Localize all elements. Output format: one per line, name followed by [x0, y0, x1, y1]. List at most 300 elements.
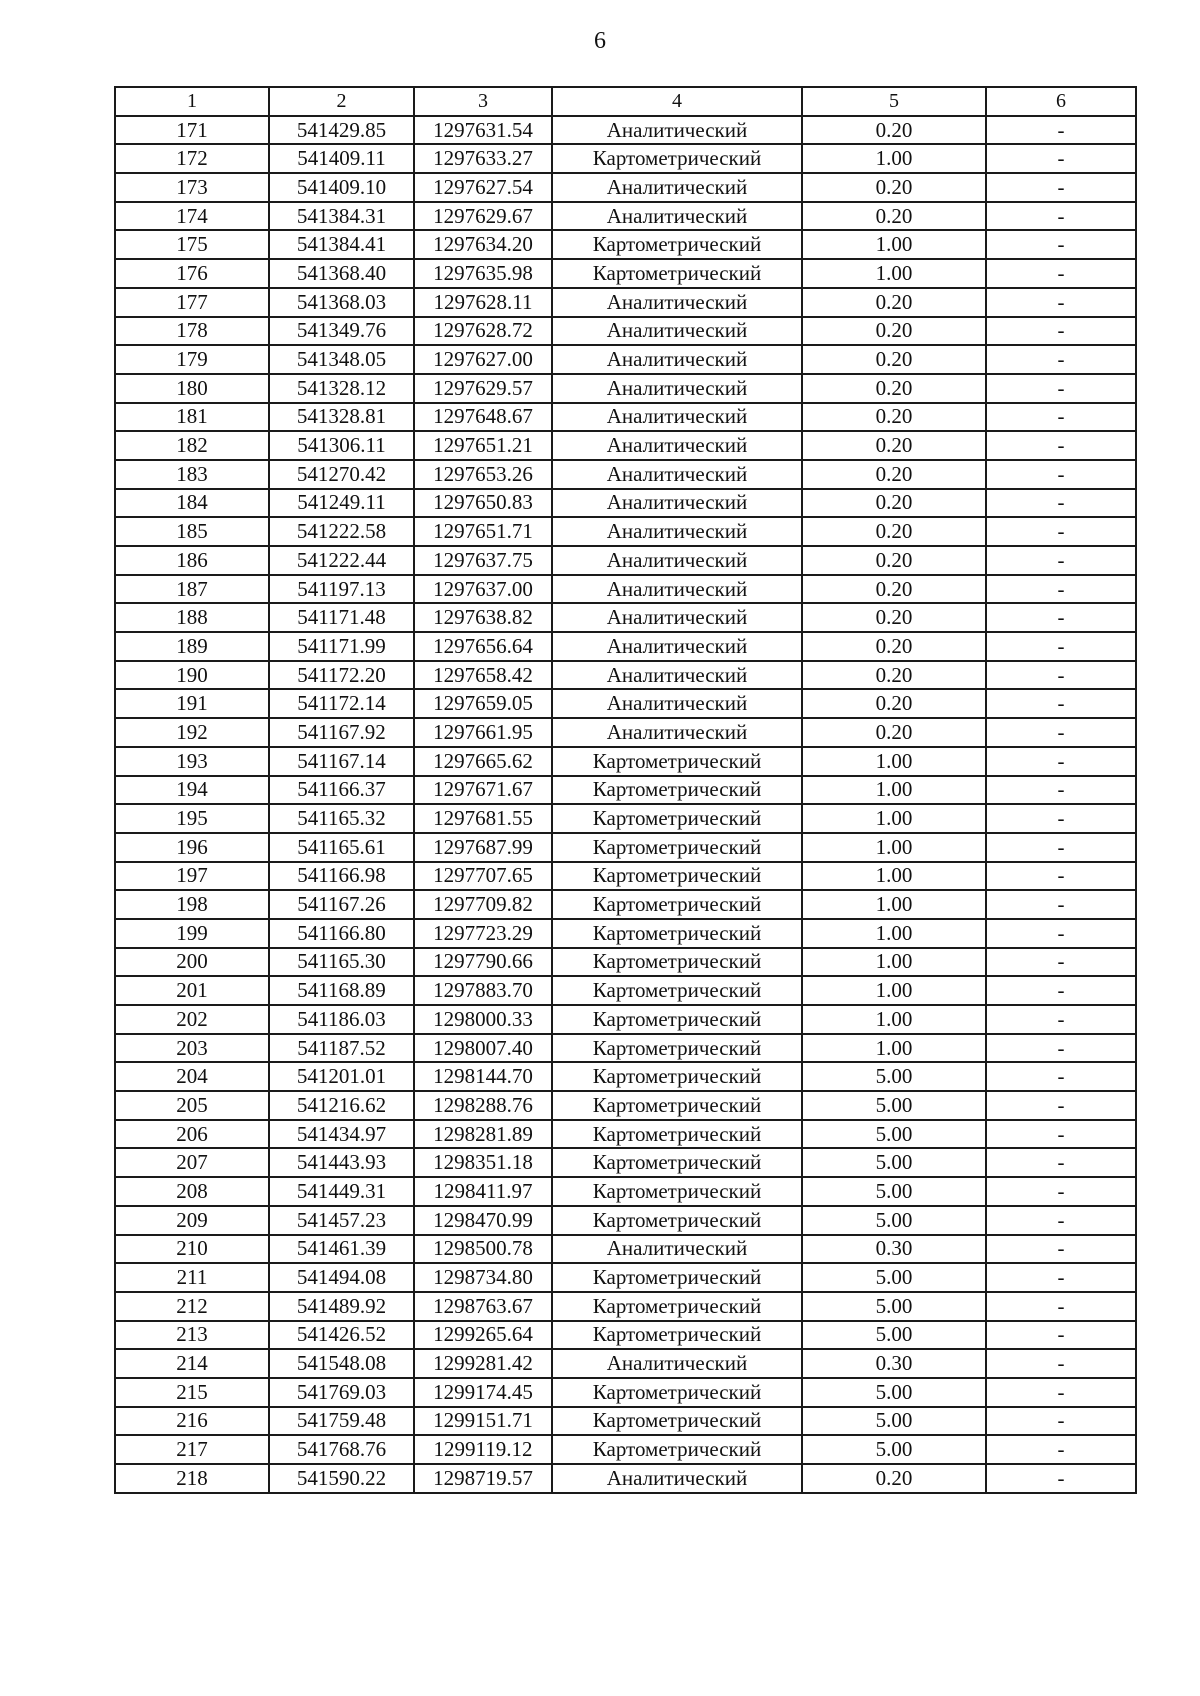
accuracy-cell: 1.00	[802, 862, 986, 891]
description-cell: -	[986, 804, 1136, 833]
y-coordinate-cell: 1299119.12	[414, 1435, 552, 1464]
description-cell: -	[986, 1120, 1136, 1149]
description-cell: -	[986, 1062, 1136, 1091]
column-header-3: 3	[414, 87, 552, 116]
point-number-cell: 200	[115, 948, 269, 977]
description-cell: -	[986, 862, 1136, 891]
table-row	[115, 116, 1136, 145]
column-header-6: 6	[986, 87, 1136, 116]
method-cell: Аналитический	[552, 575, 802, 604]
y-coordinate-cell: 1297627.54	[414, 173, 552, 202]
x-coordinate-cell: 541201.01	[269, 1062, 414, 1091]
y-coordinate-cell: 1297661.95	[414, 718, 552, 747]
y-coordinate-cell: 1298000.33	[414, 1005, 552, 1034]
point-number-cell: 176	[115, 259, 269, 288]
x-coordinate-cell: 541443.93	[269, 1148, 414, 1177]
point-number-cell: 182	[115, 431, 269, 460]
accuracy-cell: 0.20	[802, 603, 986, 632]
x-coordinate-cell: 541270.42	[269, 460, 414, 489]
accuracy-cell: 0.20	[802, 431, 986, 460]
x-coordinate-cell: 541384.31	[269, 202, 414, 231]
method-cell: Аналитический	[552, 1349, 802, 1378]
accuracy-cell: 5.00	[802, 1091, 986, 1120]
point-number-cell: 180	[115, 374, 269, 403]
method-cell: Картометрический	[552, 1206, 802, 1235]
accuracy-cell: 0.20	[802, 202, 986, 231]
y-coordinate-cell: 1297671.67	[414, 776, 552, 805]
method-cell: Картометрический	[552, 1378, 802, 1407]
table-row	[115, 173, 1136, 202]
accuracy-cell: 0.20	[802, 546, 986, 575]
point-number-cell: 207	[115, 1148, 269, 1177]
method-cell: Картометрический	[552, 1034, 802, 1063]
x-coordinate-cell: 541759.48	[269, 1407, 414, 1436]
accuracy-cell: 1.00	[802, 833, 986, 862]
description-cell: -	[986, 718, 1136, 747]
point-number-cell: 189	[115, 632, 269, 661]
point-number-cell: 187	[115, 575, 269, 604]
page-number: 6	[594, 28, 606, 54]
accuracy-cell: 5.00	[802, 1292, 986, 1321]
description-cell: -	[986, 460, 1136, 489]
method-cell: Аналитический	[552, 1235, 802, 1264]
x-coordinate-cell: 541187.52	[269, 1034, 414, 1063]
table-row	[115, 603, 1136, 632]
point-number-cell: 177	[115, 288, 269, 317]
description-cell: -	[986, 202, 1136, 231]
point-number-cell: 193	[115, 747, 269, 776]
table-body	[115, 116, 1136, 1493]
point-number-cell: 184	[115, 489, 269, 518]
y-coordinate-cell: 1297658.42	[414, 661, 552, 690]
table-row	[115, 575, 1136, 604]
description-cell: -	[986, 116, 1136, 145]
x-coordinate-cell: 541348.05	[269, 345, 414, 374]
accuracy-cell: 0.20	[802, 374, 986, 403]
description-cell: -	[986, 919, 1136, 948]
point-number-cell: 186	[115, 546, 269, 575]
description-cell: -	[986, 546, 1136, 575]
method-cell: Аналитический	[552, 546, 802, 575]
accuracy-cell: 0.30	[802, 1235, 986, 1264]
table-row	[115, 919, 1136, 948]
x-coordinate-cell: 541409.11	[269, 144, 414, 173]
description-cell: -	[986, 403, 1136, 432]
accuracy-cell: 5.00	[802, 1148, 986, 1177]
method-cell: Аналитический	[552, 689, 802, 718]
table-row	[115, 431, 1136, 460]
description-cell: -	[986, 689, 1136, 718]
point-number-cell: 199	[115, 919, 269, 948]
y-coordinate-cell: 1298288.76	[414, 1091, 552, 1120]
x-coordinate-cell: 541165.61	[269, 833, 414, 862]
table-row	[115, 517, 1136, 546]
method-cell: Картометрический	[552, 919, 802, 948]
x-coordinate-cell: 541494.08	[269, 1263, 414, 1292]
method-cell: Картометрический	[552, 862, 802, 891]
method-cell: Аналитический	[552, 661, 802, 690]
accuracy-cell: 0.20	[802, 345, 986, 374]
method-cell: Картометрический	[552, 1407, 802, 1436]
description-cell: -	[986, 1292, 1136, 1321]
point-number-cell: 178	[115, 317, 269, 346]
y-coordinate-cell: 1298734.80	[414, 1263, 552, 1292]
point-number-cell: 216	[115, 1407, 269, 1436]
accuracy-cell: 1.00	[802, 230, 986, 259]
table-row	[115, 1464, 1136, 1493]
method-cell: Картометрический	[552, 1435, 802, 1464]
y-coordinate-cell: 1299281.42	[414, 1349, 552, 1378]
y-coordinate-cell: 1298007.40	[414, 1034, 552, 1063]
table-row	[115, 1321, 1136, 1350]
y-coordinate-cell: 1297651.71	[414, 517, 552, 546]
accuracy-cell: 5.00	[802, 1177, 986, 1206]
y-coordinate-cell: 1297723.29	[414, 919, 552, 948]
method-cell: Картометрический	[552, 1091, 802, 1120]
y-coordinate-cell: 1299151.71	[414, 1407, 552, 1436]
x-coordinate-cell: 541167.14	[269, 747, 414, 776]
table-row	[115, 230, 1136, 259]
x-coordinate-cell: 541165.32	[269, 804, 414, 833]
point-number-cell: 215	[115, 1378, 269, 1407]
method-cell: Картометрический	[552, 976, 802, 1005]
method-cell: Аналитический	[552, 718, 802, 747]
description-cell: -	[986, 1091, 1136, 1120]
table-row	[115, 403, 1136, 432]
description-cell: -	[986, 776, 1136, 805]
x-coordinate-cell: 541167.92	[269, 718, 414, 747]
table-row	[115, 1062, 1136, 1091]
accuracy-cell: 0.20	[802, 661, 986, 690]
x-coordinate-cell: 541434.97	[269, 1120, 414, 1149]
column-header-4: 4	[552, 87, 802, 116]
point-number-cell: 191	[115, 689, 269, 718]
method-cell: Картометрический	[552, 259, 802, 288]
description-cell: -	[986, 1321, 1136, 1350]
y-coordinate-cell: 1298500.78	[414, 1235, 552, 1264]
description-cell: -	[986, 259, 1136, 288]
point-number-cell: 206	[115, 1120, 269, 1149]
x-coordinate-cell: 541449.31	[269, 1177, 414, 1206]
point-number-cell: 209	[115, 1206, 269, 1235]
description-cell: -	[986, 1034, 1136, 1063]
accuracy-cell: 0.20	[802, 1464, 986, 1493]
point-number-cell: 192	[115, 718, 269, 747]
table-row	[115, 1120, 1136, 1149]
description-cell: -	[986, 1435, 1136, 1464]
description-cell: -	[986, 1177, 1136, 1206]
accuracy-cell: 0.20	[802, 489, 986, 518]
method-cell: Картометрический	[552, 1005, 802, 1034]
y-coordinate-cell: 1297638.82	[414, 603, 552, 632]
point-number-cell: 203	[115, 1034, 269, 1063]
method-cell: Картометрический	[552, 1321, 802, 1350]
y-coordinate-cell: 1297651.21	[414, 431, 552, 460]
y-coordinate-cell: 1297629.57	[414, 374, 552, 403]
table-row	[115, 374, 1136, 403]
table-row	[115, 890, 1136, 919]
method-cell: Аналитический	[552, 603, 802, 632]
description-cell: -	[986, 489, 1136, 518]
method-cell: Картометрический	[552, 747, 802, 776]
description-cell: -	[986, 890, 1136, 919]
y-coordinate-cell: 1298763.67	[414, 1292, 552, 1321]
accuracy-cell: 5.00	[802, 1435, 986, 1464]
method-cell: Аналитический	[552, 1464, 802, 1493]
table-row	[115, 948, 1136, 977]
accuracy-cell: 5.00	[802, 1407, 986, 1436]
y-coordinate-cell: 1298411.97	[414, 1177, 552, 1206]
x-coordinate-cell: 541590.22	[269, 1464, 414, 1493]
point-number-cell: 213	[115, 1321, 269, 1350]
y-coordinate-cell: 1297709.82	[414, 890, 552, 919]
point-number-cell: 181	[115, 403, 269, 432]
table-header-row	[115, 87, 1136, 116]
accuracy-cell: 0.20	[802, 575, 986, 604]
point-number-cell: 190	[115, 661, 269, 690]
point-number-cell: 194	[115, 776, 269, 805]
x-coordinate-cell: 541222.58	[269, 517, 414, 546]
table-row	[115, 632, 1136, 661]
point-number-cell: 212	[115, 1292, 269, 1321]
description-cell: -	[986, 374, 1136, 403]
table-row	[115, 833, 1136, 862]
accuracy-cell: 0.30	[802, 1349, 986, 1378]
method-cell: Картометрический	[552, 948, 802, 977]
y-coordinate-cell: 1298719.57	[414, 1464, 552, 1493]
y-coordinate-cell: 1297637.75	[414, 546, 552, 575]
description-cell: -	[986, 230, 1136, 259]
y-coordinate-cell: 1297650.83	[414, 489, 552, 518]
accuracy-cell: 5.00	[802, 1321, 986, 1350]
x-coordinate-cell: 541166.80	[269, 919, 414, 948]
description-cell: -	[986, 1235, 1136, 1264]
accuracy-cell: 1.00	[802, 776, 986, 805]
accuracy-cell: 0.20	[802, 116, 986, 145]
point-number-cell: 185	[115, 517, 269, 546]
x-coordinate-cell: 541167.26	[269, 890, 414, 919]
x-coordinate-cell: 541769.03	[269, 1378, 414, 1407]
coordinates-table	[114, 86, 1137, 1494]
table-row	[115, 661, 1136, 690]
description-cell: -	[986, 1349, 1136, 1378]
point-number-cell: 214	[115, 1349, 269, 1378]
description-cell: -	[986, 603, 1136, 632]
x-coordinate-cell: 541489.92	[269, 1292, 414, 1321]
method-cell: Картометрический	[552, 1148, 802, 1177]
description-cell: -	[986, 345, 1136, 374]
method-cell: Картометрический	[552, 1177, 802, 1206]
description-cell: -	[986, 517, 1136, 546]
y-coordinate-cell: 1299265.64	[414, 1321, 552, 1350]
y-coordinate-cell: 1299174.45	[414, 1378, 552, 1407]
accuracy-cell: 1.00	[802, 919, 986, 948]
point-number-cell: 198	[115, 890, 269, 919]
description-cell: -	[986, 632, 1136, 661]
table-row	[115, 288, 1136, 317]
table-row	[115, 1407, 1136, 1436]
point-number-cell: 173	[115, 173, 269, 202]
method-cell: Картометрический	[552, 1062, 802, 1091]
table-row	[115, 546, 1136, 575]
accuracy-cell: 1.00	[802, 976, 986, 1005]
accuracy-cell: 1.00	[802, 1005, 986, 1034]
description-cell: -	[986, 1464, 1136, 1493]
y-coordinate-cell: 1297637.00	[414, 575, 552, 604]
y-coordinate-cell: 1298351.18	[414, 1148, 552, 1177]
method-cell: Картометрический	[552, 1120, 802, 1149]
table-row	[115, 144, 1136, 173]
table-row	[115, 1292, 1136, 1321]
y-coordinate-cell: 1298281.89	[414, 1120, 552, 1149]
accuracy-cell: 1.00	[802, 144, 986, 173]
method-cell: Аналитический	[552, 632, 802, 661]
x-coordinate-cell: 541168.89	[269, 976, 414, 1005]
table-row	[115, 489, 1136, 518]
y-coordinate-cell: 1297627.00	[414, 345, 552, 374]
y-coordinate-cell: 1297631.54	[414, 116, 552, 145]
accuracy-cell: 5.00	[802, 1206, 986, 1235]
method-cell: Аналитический	[552, 173, 802, 202]
x-coordinate-cell: 541409.10	[269, 173, 414, 202]
x-coordinate-cell: 541197.13	[269, 575, 414, 604]
table-row	[115, 1034, 1136, 1063]
x-coordinate-cell: 541186.03	[269, 1005, 414, 1034]
description-cell: -	[986, 948, 1136, 977]
method-cell: Аналитический	[552, 116, 802, 145]
table-row	[115, 317, 1136, 346]
method-cell: Аналитический	[552, 317, 802, 346]
x-coordinate-cell: 541349.76	[269, 317, 414, 346]
accuracy-cell: 0.20	[802, 689, 986, 718]
accuracy-cell: 0.20	[802, 718, 986, 747]
point-number-cell: 204	[115, 1062, 269, 1091]
accuracy-cell: 0.20	[802, 317, 986, 346]
y-coordinate-cell: 1297648.67	[414, 403, 552, 432]
x-coordinate-cell: 541171.48	[269, 603, 414, 632]
description-cell: -	[986, 173, 1136, 202]
table-row	[115, 345, 1136, 374]
description-cell: -	[986, 317, 1136, 346]
accuracy-cell: 1.00	[802, 948, 986, 977]
description-cell: -	[986, 1148, 1136, 1177]
method-cell: Аналитический	[552, 345, 802, 374]
x-coordinate-cell: 541166.37	[269, 776, 414, 805]
x-coordinate-cell: 541171.99	[269, 632, 414, 661]
accuracy-cell: 1.00	[802, 259, 986, 288]
accuracy-cell: 1.00	[802, 804, 986, 833]
description-cell: -	[986, 1206, 1136, 1235]
point-number-cell: 202	[115, 1005, 269, 1034]
y-coordinate-cell: 1298144.70	[414, 1062, 552, 1091]
table-row	[115, 718, 1136, 747]
method-cell: Картометрический	[552, 1292, 802, 1321]
table-row	[115, 804, 1136, 833]
accuracy-cell: 1.00	[802, 747, 986, 776]
method-cell: Аналитический	[552, 288, 802, 317]
table-row	[115, 1378, 1136, 1407]
point-number-cell: 195	[115, 804, 269, 833]
point-number-cell: 172	[115, 144, 269, 173]
description-cell: -	[986, 431, 1136, 460]
method-cell: Картометрический	[552, 1263, 802, 1292]
y-coordinate-cell: 1297628.11	[414, 288, 552, 317]
description-cell: -	[986, 833, 1136, 862]
x-coordinate-cell: 541328.12	[269, 374, 414, 403]
y-coordinate-cell: 1297665.62	[414, 747, 552, 776]
table-row	[115, 1091, 1136, 1120]
method-cell: Картометрический	[552, 230, 802, 259]
column-header-2: 2	[269, 87, 414, 116]
column-header-5: 5	[802, 87, 986, 116]
method-cell: Аналитический	[552, 374, 802, 403]
method-cell: Картометрический	[552, 804, 802, 833]
method-cell: Картометрический	[552, 144, 802, 173]
y-coordinate-cell: 1297883.70	[414, 976, 552, 1005]
accuracy-cell: 5.00	[802, 1120, 986, 1149]
x-coordinate-cell: 541165.30	[269, 948, 414, 977]
table-row	[115, 1177, 1136, 1206]
table-row	[115, 689, 1136, 718]
description-cell: -	[986, 144, 1136, 173]
x-coordinate-cell: 541429.85	[269, 116, 414, 145]
point-number-cell: 201	[115, 976, 269, 1005]
y-coordinate-cell: 1297687.99	[414, 833, 552, 862]
point-number-cell: 208	[115, 1177, 269, 1206]
point-number-cell: 218	[115, 1464, 269, 1493]
x-coordinate-cell: 541172.14	[269, 689, 414, 718]
accuracy-cell: 0.20	[802, 460, 986, 489]
description-cell: -	[986, 976, 1136, 1005]
table-row	[115, 1005, 1136, 1034]
description-cell: -	[986, 1407, 1136, 1436]
x-coordinate-cell: 541368.40	[269, 259, 414, 288]
point-number-cell: 171	[115, 116, 269, 145]
accuracy-cell: 5.00	[802, 1378, 986, 1407]
table-row	[115, 1263, 1136, 1292]
method-cell: Аналитический	[552, 489, 802, 518]
table-row	[115, 976, 1136, 1005]
x-coordinate-cell: 541457.23	[269, 1206, 414, 1235]
x-coordinate-cell: 541306.11	[269, 431, 414, 460]
x-coordinate-cell: 541222.44	[269, 546, 414, 575]
method-cell: Картометрический	[552, 890, 802, 919]
point-number-cell: 196	[115, 833, 269, 862]
x-coordinate-cell: 541249.11	[269, 489, 414, 518]
point-number-cell: 197	[115, 862, 269, 891]
accuracy-cell: 0.20	[802, 288, 986, 317]
x-coordinate-cell: 541548.08	[269, 1349, 414, 1378]
description-cell: -	[986, 1378, 1136, 1407]
accuracy-cell: 0.20	[802, 173, 986, 202]
table-row	[115, 747, 1136, 776]
x-coordinate-cell: 541368.03	[269, 288, 414, 317]
table-row	[115, 1235, 1136, 1264]
x-coordinate-cell: 541768.76	[269, 1435, 414, 1464]
y-coordinate-cell: 1297628.72	[414, 317, 552, 346]
table-row	[115, 1148, 1136, 1177]
table-row	[115, 1435, 1136, 1464]
table-row	[115, 1206, 1136, 1235]
point-number-cell: 210	[115, 1235, 269, 1264]
accuracy-cell: 1.00	[802, 890, 986, 919]
description-cell: -	[986, 1005, 1136, 1034]
description-cell: -	[986, 1263, 1136, 1292]
description-cell: -	[986, 661, 1136, 690]
method-cell: Картометрический	[552, 833, 802, 862]
x-coordinate-cell: 541384.41	[269, 230, 414, 259]
x-coordinate-cell: 541328.81	[269, 403, 414, 432]
